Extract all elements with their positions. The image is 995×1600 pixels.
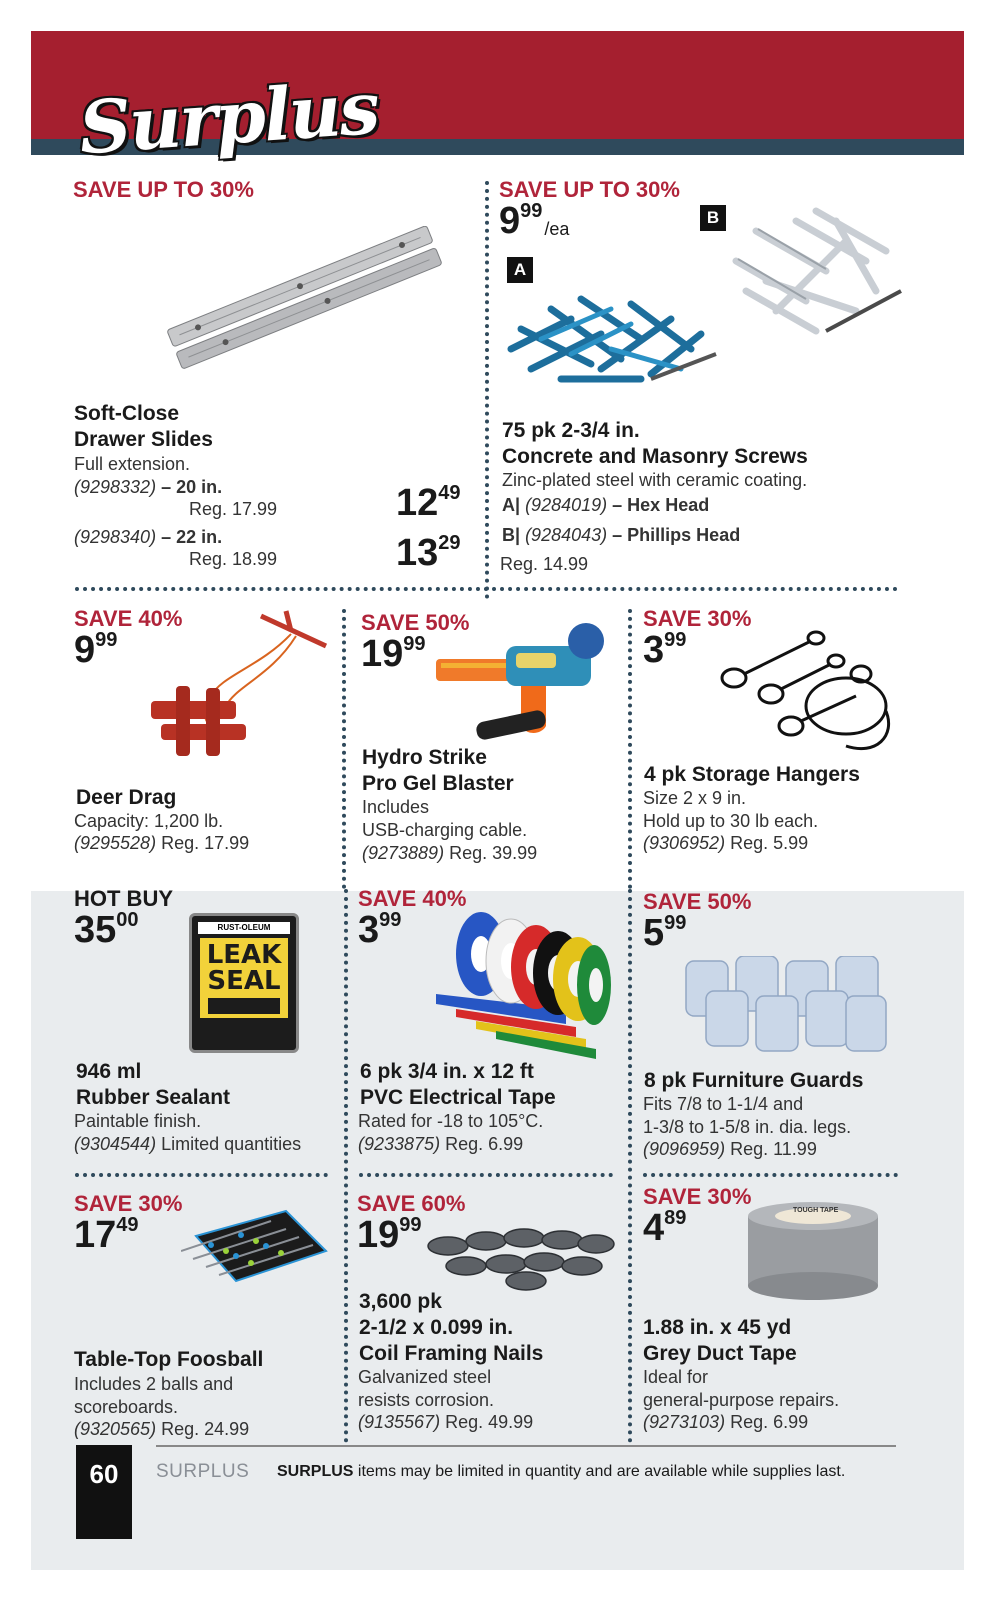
warning-strip	[208, 998, 280, 1014]
price-dollars: 3	[358, 909, 380, 951]
storage-hangers-image	[716, 626, 901, 761]
variant-letter: B|	[502, 525, 521, 545]
product-title	[362, 745, 514, 797]
can-word: SEAL	[207, 966, 281, 996]
save-label: SAVE 30%	[74, 1191, 183, 1216]
product-title	[643, 1315, 797, 1367]
page-number: 60	[89, 1459, 119, 1489]
save-label: SAVE 30%	[643, 606, 752, 631]
save-label: SAVE UP TO 30%	[499, 177, 680, 202]
divider-horizontal	[359, 1173, 613, 1177]
can-label-panel	[200, 938, 288, 1018]
price-cents: 99	[664, 629, 687, 651]
title-line: Pro Gel Blaster	[362, 772, 514, 795]
can-brand: RUST-OLEUM	[198, 922, 290, 934]
product-desc: Zinc-plated steel with ceramic coating.	[502, 470, 808, 490]
title-line: 1.88 in. x 45 yd	[643, 1316, 792, 1339]
title-line: Soft-Close	[74, 402, 179, 425]
product-desc: Ideal for	[643, 1367, 709, 1387]
product-title: Deer Drag	[76, 786, 177, 809]
price-cents: 99	[95, 629, 118, 651]
variant-line	[74, 476, 222, 499]
product-desc: Full extension.	[74, 454, 191, 474]
sku-line	[358, 1133, 523, 1156]
sku-line	[362, 842, 537, 865]
product-desc: Size 2 x 9 in.	[643, 788, 747, 808]
price-dollars: 35	[74, 909, 117, 951]
variant-line	[74, 526, 222, 549]
deer-drag-image	[141, 606, 331, 766]
electrical-tape-image	[436, 909, 611, 1059]
price-cents: 49	[438, 482, 461, 504]
section-name: SURPLUS	[156, 1461, 250, 1482]
title-line: 3,600 pk	[359, 1290, 442, 1313]
product-desc: Capacity: 1,200 lb.	[74, 811, 224, 831]
sku: (9304544)	[74, 1134, 157, 1154]
sale-price	[396, 483, 461, 522]
badge-b: B	[700, 205, 726, 231]
coil-nails-image	[426, 1226, 616, 1291]
product-title: 4 pk Storage Hangers	[644, 763, 860, 786]
price-cents: 89	[664, 1207, 687, 1229]
regular-price: Reg. 39.99	[449, 843, 538, 863]
regular-price: Reg. 24.99	[161, 1419, 250, 1439]
price-cents: 99	[403, 633, 426, 655]
product-title	[74, 401, 213, 453]
sku: (9298340)	[74, 527, 157, 547]
surplus-logo: Surplus	[76, 64, 381, 171]
product-desc: Paintable finish.	[74, 1111, 202, 1131]
price-dollars: 19	[361, 633, 404, 675]
product-desc: resists corrosion.	[358, 1390, 495, 1410]
blue-screws-image	[501, 279, 721, 394]
title-line: 75 pk 2-3/4 in.	[502, 419, 640, 442]
title-line: 6 pk 3/4 in. x 12 ft	[360, 1060, 534, 1083]
variant-line	[502, 494, 709, 517]
gel-blaster-image	[436, 611, 616, 746]
variant-type: – Phillips Head	[612, 525, 741, 545]
title-line: Concrete and Masonry Screws	[502, 445, 808, 468]
product-title	[76, 1059, 230, 1111]
sale-price	[358, 910, 401, 949]
sku: (9273889)	[362, 843, 445, 863]
regular-price: Reg. 5.99	[730, 833, 809, 853]
variant-line	[502, 524, 740, 547]
price-cents: 99	[664, 912, 687, 934]
divider-horizontal	[75, 1173, 328, 1177]
disclaimer-bold: SURPLUS	[277, 1463, 354, 1480]
product-title	[502, 418, 808, 470]
price-dollars: 9	[74, 629, 96, 671]
title-line: Rubber Sealant	[76, 1086, 231, 1109]
save-label: SAVE 50%	[643, 889, 752, 914]
price-dollars: 4	[643, 1207, 665, 1249]
title-line: Hydro Strike	[362, 746, 487, 769]
product-desc: Galvanized steel	[358, 1367, 492, 1387]
disclaimer-text: items may be limited in quantity and are available while supplies last.	[353, 1463, 846, 1480]
regular-price: Reg. 6.99	[445, 1134, 524, 1154]
sale-price	[499, 201, 569, 240]
product-desc: 1-3/8 to 1-5/8 in. dia. legs.	[643, 1117, 852, 1137]
sku: (9096959)	[643, 1139, 726, 1159]
product-desc: scoreboards.	[74, 1397, 179, 1417]
regular-price: Reg. 17.99	[189, 499, 278, 519]
price-dollars: 3	[643, 629, 665, 671]
price-dollars: 12	[396, 482, 439, 524]
sale-price	[357, 1215, 422, 1254]
divider-vertical	[628, 889, 632, 1443]
regular-price: Reg. 18.99	[189, 549, 278, 569]
sku-line	[74, 1418, 249, 1441]
product-desc: Fits 7/8 to 1-1/4 and	[643, 1094, 804, 1114]
price-cents: 00	[116, 909, 139, 931]
regular-price: Reg. 14.99	[500, 554, 589, 574]
divider-horizontal	[75, 587, 898, 591]
sku-line	[643, 1411, 808, 1434]
regular-price: Reg. 49.99	[445, 1412, 534, 1432]
price-dollars: 5	[643, 912, 665, 954]
title-line: Drawer Slides	[74, 428, 213, 451]
sku: (9306952)	[643, 833, 726, 853]
variant-size: – 20 in.	[161, 477, 223, 497]
save-label: SAVE 40%	[358, 886, 467, 911]
drawer-slides-image	[156, 226, 456, 376]
sku: (9284019)	[525, 495, 608, 515]
sku: (9295528)	[74, 833, 157, 853]
badge-a: A	[507, 257, 533, 283]
furniture-guards-image	[681, 956, 891, 1056]
sale-price	[74, 1215, 139, 1254]
sale-price	[74, 910, 139, 949]
sale-price	[643, 1208, 686, 1247]
sku: (9298332)	[74, 477, 157, 497]
product-title: 8 pk Furniture Guards	[644, 1069, 864, 1092]
hot-buy-label: HOT BUY	[74, 886, 173, 911]
price-cents: 29	[438, 532, 461, 554]
sale-price	[396, 533, 461, 572]
flyer-page	[31, 31, 964, 1570]
price-dollars: 17	[74, 1214, 117, 1256]
price-cents: 99	[399, 1214, 422, 1236]
sku: (9320565)	[74, 1419, 157, 1439]
footer-rule	[156, 1445, 896, 1447]
save-label: SAVE 30%	[643, 1184, 752, 1209]
sku-line	[643, 832, 808, 855]
regular-price: Reg. 17.99	[161, 833, 250, 853]
can-word: LEAK	[206, 940, 282, 970]
product-title: Table-Top Foosball	[74, 1348, 264, 1371]
price-dollars: 13	[396, 532, 439, 574]
title-line: Grey Duct Tape	[643, 1342, 797, 1365]
variant-size: – 22 in.	[161, 527, 223, 547]
product-desc: general-purpose repairs.	[643, 1390, 840, 1410]
foosball-image	[181, 1201, 331, 1296]
divider-vertical	[344, 889, 348, 1443]
product-desc: Includes	[362, 797, 430, 817]
divider-vertical	[628, 609, 632, 889]
sku: (9284043)	[525, 525, 608, 545]
title-line: 946 ml	[76, 1060, 142, 1083]
save-label: SAVE 40%	[74, 606, 183, 631]
title-line: Coil Framing Nails	[359, 1342, 544, 1365]
product-title	[359, 1289, 543, 1367]
variant-type: – Hex Head	[612, 495, 710, 515]
sku-line	[74, 1133, 301, 1156]
product-desc: Rated for -18 to 105°C.	[358, 1111, 544, 1131]
sku-line	[74, 832, 249, 855]
product-desc: Includes 2 balls and	[74, 1374, 234, 1394]
regular-price: Reg. 11.99	[730, 1139, 817, 1159]
title-line: PVC Electrical Tape	[360, 1086, 556, 1109]
regular-price: Reg. 6.99	[730, 1412, 809, 1432]
duct-roll-label: TOUGH TAPE	[793, 1207, 839, 1214]
save-label: SAVE UP TO 30%	[73, 177, 254, 202]
price-unit: /ea	[544, 219, 570, 239]
silver-screws-image	[726, 201, 906, 346]
divider-horizontal	[643, 1173, 898, 1177]
product-desc: USB-charging cable.	[362, 820, 528, 840]
divider-vertical	[485, 181, 489, 599]
sale-price	[74, 630, 117, 669]
price-dollars: 19	[357, 1214, 400, 1256]
limited-note: Limited quantities	[161, 1134, 302, 1154]
save-label: SAVE 50%	[361, 610, 470, 635]
product-desc: Hold up to 30 lb each.	[643, 811, 819, 831]
price-cents: 99	[379, 909, 402, 931]
price-cents: 49	[116, 1214, 139, 1236]
sku-line	[358, 1411, 533, 1434]
price-cents: 99	[520, 200, 543, 222]
sku: (9273103)	[643, 1412, 726, 1432]
save-label: SAVE 60%	[357, 1191, 466, 1216]
sku: (9135567)	[358, 1412, 441, 1432]
sale-price	[643, 630, 686, 669]
footer-disclaimer	[277, 1463, 845, 1481]
price-dollars: 9	[499, 200, 521, 242]
leak-seal-can-image	[189, 913, 299, 1053]
sale-price	[361, 634, 426, 673]
divider-vertical	[342, 609, 346, 889]
variant-letter: A|	[502, 495, 521, 515]
title-line: 2-1/2 x 0.099 in.	[359, 1316, 514, 1339]
product-title	[360, 1059, 556, 1111]
sku-line	[643, 1138, 817, 1161]
sale-price	[643, 913, 686, 952]
sku: (9233875)	[358, 1134, 441, 1154]
